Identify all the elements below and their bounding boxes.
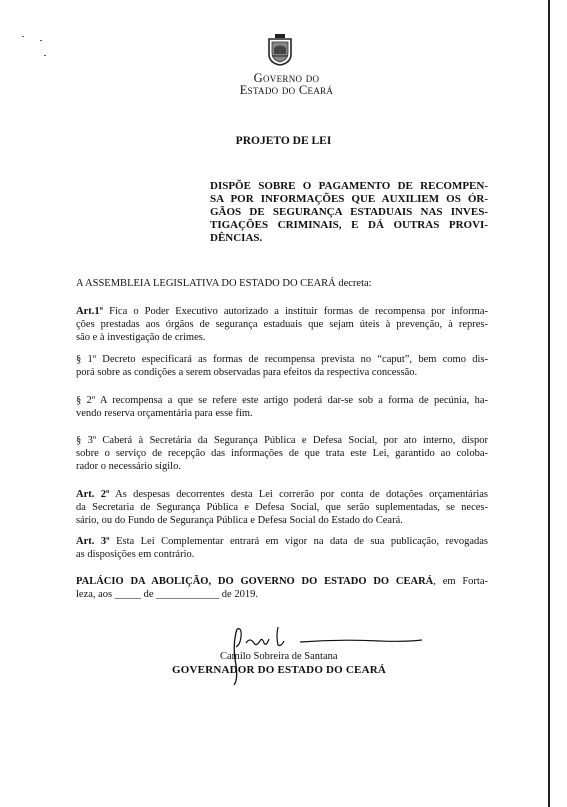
paragraph-line: rador o necessário sigilo. [76, 461, 181, 472]
paragraph-line: porá sobre as condições a serem observadas para efeitos da respectiva concessão. [76, 367, 418, 378]
closing-paragraph [76, 575, 488, 601]
article-2 [76, 488, 488, 527]
article-2-line: sário, ou do Fundo de Segurança Pública e Defesa Social do Estado do Ceará. [76, 515, 403, 526]
closing-date: leza, aos _____ de ____________ de 2019. [76, 589, 258, 600]
ceara-seal-icon [267, 34, 293, 66]
paragraph-3 [76, 434, 488, 473]
scan-speck [40, 40, 42, 41]
article-2-label: Art. 2º [76, 489, 110, 500]
ementa-line: DISPÕE SOBRE O PAGAMENTO DE RECOMPEN- [210, 180, 488, 192]
closing-rest: , em Forta- [433, 576, 489, 587]
paragraph-2 [76, 394, 488, 420]
article-3-line: Esta Lei Complementar entrará em vigor na data de sua publicação, revogadas [116, 536, 489, 547]
paragraph-line: sobre o serviço de recepção das informações de que trata este Lei, garantido ao coloba- [76, 448, 488, 459]
article-3-line: as disposições em contrário. [76, 549, 195, 560]
article-1 [76, 305, 488, 344]
ementa [210, 180, 488, 245]
article-1-line: ções prestadas aos órgãos de segurança estaduais que sejam úteis à prevenção, à repres- [76, 319, 488, 330]
ementa-line: GÃOS DE SEGURANÇA ESTADUAIS NAS INVES- [210, 206, 488, 218]
paragraph-line: vendo reserva orçamentária para esse fim. [76, 408, 253, 419]
article-2-line: As despesas decorrentes desta Lei correrão por conta de dotações orçamentárias [115, 489, 488, 500]
document-title: PROJETO DE LEI [235, 135, 332, 147]
header-estado: Estado do Ceará [239, 83, 334, 97]
intro-paragraph [76, 277, 488, 290]
article-2-line: da Secretaria de Segurança Pública e Defesa Social, que serão suplementadas, se neces- [76, 502, 488, 513]
ementa-line: SA POR INFORMAÇÕES QUE AUXILIEM OS ÓR- [210, 193, 488, 205]
paragraph-line: § 3º Caberá à Secretária da Segurança Pública e Defesa Social, por ato interno, dispor [76, 435, 488, 446]
article-3-label: Art. 3º [76, 536, 110, 547]
article-1-line: Fica o Poder Executivo autorizado a instituir formas de recompensa por informa- [109, 306, 488, 317]
signature-line [300, 636, 422, 646]
paragraph-line: § 1º Decreto especificará as formas de recompensa prevista no “caput”, bem como dis- [76, 354, 488, 365]
ementa-line: TIGAÇÕES CRIMINAIS, E DÁ OUTRAS PROVI- [210, 219, 488, 231]
paragraph-1 [76, 353, 488, 379]
article-1-line: são e à investigação de crimes. [76, 332, 206, 343]
intro-text: A ASSEMBLEIA LEGISLATIVA DO ESTADO DO CEARÁ decreta: [76, 278, 372, 289]
scan-speck [44, 55, 46, 56]
header-governo: Governo do [253, 71, 320, 85]
signatory-role: GOVERNADOR DO ESTADO DO CEARÁ [172, 664, 386, 676]
closing-place: PALÁCIO DA ABOLIÇÃO, DO GOVERNO DO ESTADO DO CEARÁ [76, 576, 434, 587]
article-3 [76, 535, 488, 561]
paragraph-line: § 2º A recompensa a que se refere este artigo poderá dar-se sob a forma de pecúnia, ha- [76, 395, 488, 406]
scan-speck [22, 36, 24, 37]
article-1-label: Art.1º [76, 306, 104, 317]
ementa-line: DÊNCIAS. [210, 232, 263, 244]
signatory-name: Camilo Sobreira de Santana [220, 651, 338, 662]
page-right-border [548, 0, 550, 807]
